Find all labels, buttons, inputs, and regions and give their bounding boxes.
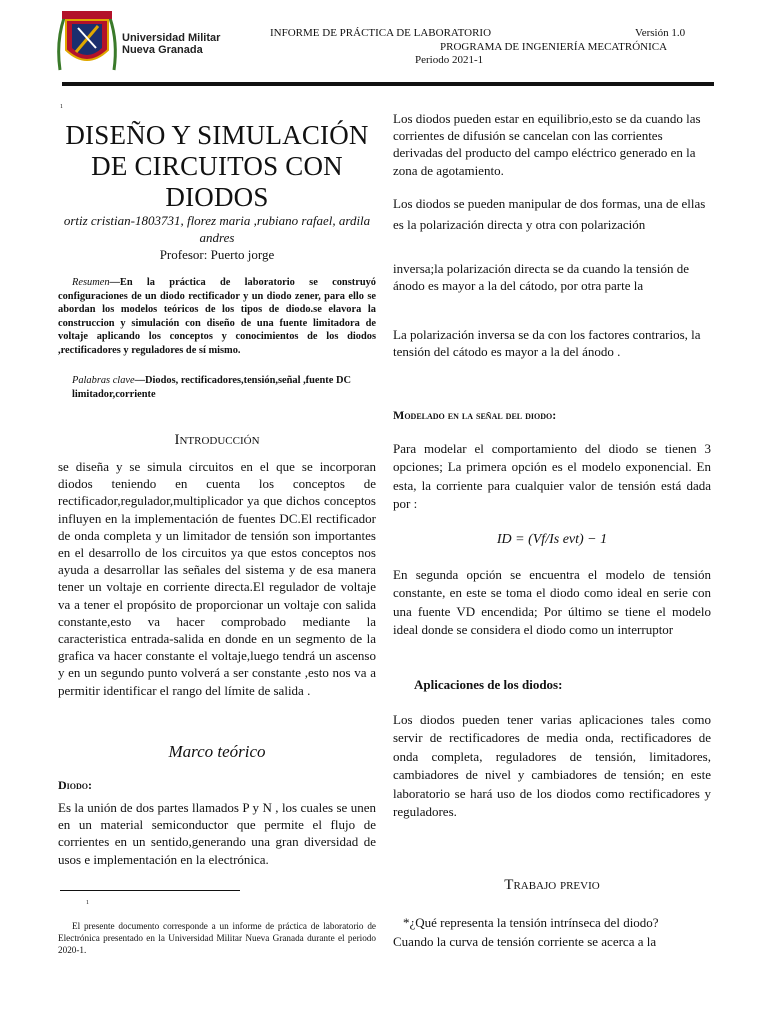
- abstract-text: —En la práctica de laboratorio se construyó configuraciones de un diodo rectificador y un diodo zener, para ello se abordan los modelos teóricos de los tipos de diodo.se elavora la construccion y simulación con diseño de una fuente limitadora de voltaje aplicando los conceptos y conocimientos de los diodos ,rectificadores y reguladores de sí mismo.: [58, 277, 376, 356]
- university-name-line1: Universidad Militar: [122, 32, 221, 44]
- footnote-marker-2: 1: [86, 900, 89, 906]
- footnote-rule: [60, 890, 240, 891]
- introduction-text: se diseña y se simula circuitos en el que se incorporan diodos teniendo en cuenta los conceptos de rectificador,regulador,multiplicador ya que dichos conceptos influyen en la implementación de fuentes DC.El rectificador de onda completa y un limitador de tensión son importantes en el desarrollo de los circuitos ya que estos conceptos nos ayuda a desarrollar las señales del sistema y de esa manera tener un voltaje en corriente directa.El regulador de voltaje va a tener el propósito de proporcionar un voltaje con salida constante,esto va hacer comprobado mediante la caracteristica entrada-salida en donde en un segmento de la grafica va hacer constante el voltaje,luego tendrá un ascenso y en un segundo punto volverá a ser constante ,esto nos va a permitir identificar el rango del límite de salida .: [58, 459, 376, 698]
- equilibrium-paragraph: Los diodos pueden estar en equilibrio,esto se da cuando las corrientes de difusión se cancelan con las corrientes derivadas del producto del campo eléctrico generado en la zona de agotamiento.: [393, 111, 701, 178]
- direct-polarization-paragraph: inversa;la polarización directa se da cuando la tensión de ánodo es mayor a la del cátodo, por otra parte la: [393, 261, 689, 294]
- footnote-marker: 1: [60, 104, 63, 110]
- paper-title: DISEÑO Y SIMULACIÓN DE CIRCUITOS CON DIODOS: [65, 120, 369, 212]
- diodo-text: Es la unión de dos partes llamados P y N , los cuales se unen en un material semiconductor que permite el flujo de corrientes en un sentido,generando una gran diversidad de usos e implementación en la electrónica.: [58, 800, 376, 867]
- trabajo-previo-heading: Trabajo previo: [504, 877, 600, 893]
- footnote-text: El presente documento corresponde a un informe de práctica de laboratorio de Electrónica presentado en la Universidad Militar Nueva Granada durante el periodo 2020-1.: [58, 921, 376, 955]
- diode-formula: ID = (Vf/Is evt) − 1: [496, 532, 608, 547]
- abstract: [58, 276, 376, 357]
- marco-teorico-heading: Marco teórico: [168, 742, 266, 761]
- version-label: Versión 1.0: [635, 27, 686, 39]
- abstract-label: Resumen: [72, 277, 110, 288]
- inverse-polarization-paragraph: La polarización inversa se da con los factores contrarios, la tensión del cátodo es mayor a la del ánodo .: [393, 327, 701, 360]
- applications-heading: Aplicaciones de los diodos:: [414, 677, 563, 692]
- authors: ortiz cristian-1803731, florez maria ,rubiano rafael, ardila andres: [63, 213, 371, 245]
- keywords: [58, 374, 376, 402]
- polarization-paragraph: Los diodos se pueden manipular de dos formas, una de ellas es la polarización directa y otra con polarización: [393, 196, 706, 232]
- keywords-text: —Diodos, rectificadores,tensión,señal ,fuente DC limitador,corriente: [72, 375, 351, 400]
- question-1: *¿Qué representa la tensión intrínseca del diodo?: [403, 915, 659, 930]
- diodo-heading: Diodo:: [58, 778, 92, 792]
- keywords-label: Palabras clave: [72, 375, 135, 386]
- question-1-answer: Cuando la curva de tensión corriente se acerca a la: [393, 934, 657, 949]
- model-heading: Modelado en la señal del diodo:: [393, 408, 557, 422]
- program-name: PROGRAMA DE INGENIERÍA MECATRÓNICA: [440, 41, 668, 53]
- university-name-line2: Nueva Granada: [122, 44, 203, 56]
- introduction-heading: Introducción: [174, 432, 260, 448]
- header-rule: [62, 82, 714, 86]
- applications-text: Los diodos pueden tener varias aplicaciones tales como servir de rectificadores de media onda, rectificadores de onda completa, reguladores de tensión, limitadores, cambiadores de nivel y cambiadores de tensión; en este laboratorio se hará uso de los diodos como rectificadores y reguladores.: [393, 712, 711, 820]
- model-text: Para modelar el comportamiento del diodo se tienen 3 opciones; La primera opción es el modelo exponencial. En esta, la corriente para cualquier valor de tensión está dada por :: [393, 441, 711, 512]
- period-label: Periodo 2021-1: [415, 54, 484, 66]
- professor: Profesor: Puerto jorge: [159, 247, 275, 262]
- report-title: INFORME DE PRÁCTICA DE LABORATORIO: [270, 27, 492, 39]
- university-logo: [56, 8, 221, 74]
- model-options-text: En segunda opción se encuentra el modelo de tensión constante, en este se toma el diodo como ideal en serie con una fuente VD encendida; Por último se tiene el modelo ideal donde se considera el diodo como un interruptor: [393, 567, 711, 638]
